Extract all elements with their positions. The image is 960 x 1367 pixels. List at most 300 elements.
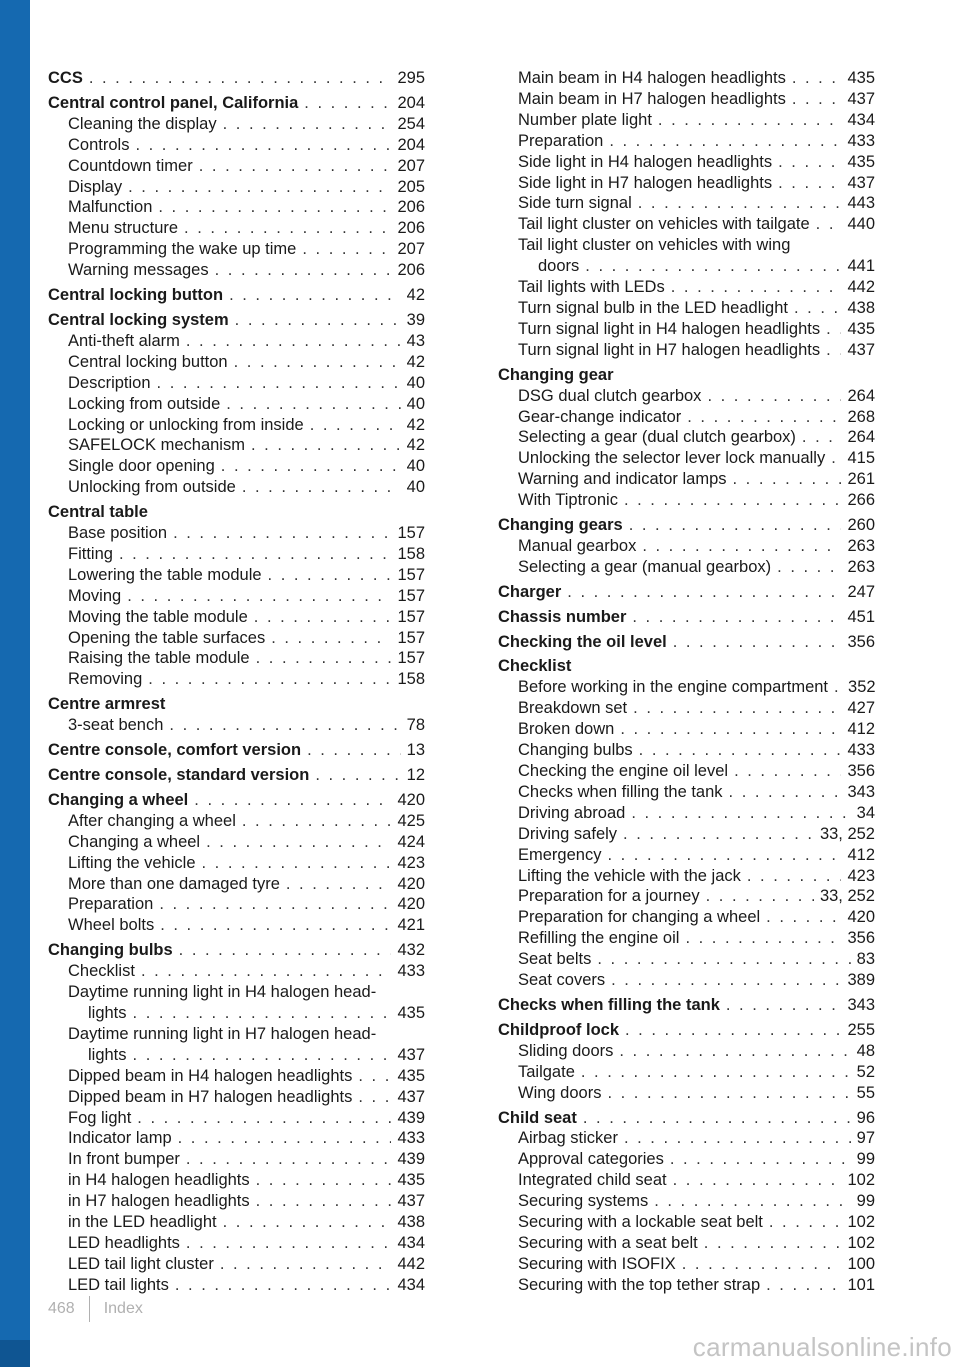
dot-leader [794, 298, 841, 319]
page-reference: 33, 252 [819, 887, 875, 906]
entry-label: in H4 halogen headlights [68, 1171, 250, 1190]
page-reference: 101 [847, 1275, 875, 1294]
index-subentry [498, 782, 875, 803]
entry-label: Lowering the table module [68, 565, 262, 584]
dot-leader [802, 427, 842, 448]
entry-label: DSG dual clutch gearbox [518, 386, 702, 405]
entry-label: Centre armrest [48, 695, 166, 714]
index-heading [48, 790, 425, 811]
index-subentry [498, 173, 875, 194]
dot-leader [242, 477, 401, 498]
dot-leader [235, 310, 401, 331]
dot-leader [620, 719, 841, 740]
dot-leader [607, 845, 841, 866]
page-reference: 441 [847, 257, 875, 276]
index-subentry [48, 1024, 425, 1045]
page-reference: 389 [847, 971, 875, 990]
index-subentry [498, 448, 875, 469]
index-heading [48, 68, 425, 89]
dot-leader [633, 698, 841, 719]
index-subentry [498, 698, 875, 719]
dot-leader [629, 515, 842, 536]
entry-label: LED tail lights [68, 1275, 169, 1294]
dot-leader [304, 93, 391, 114]
index-subentry [48, 1170, 425, 1191]
entry-label: Main beam in H7 halogen headlights [518, 89, 786, 108]
entry-label: LED headlights [68, 1233, 180, 1252]
index-subentry [48, 373, 425, 394]
index-subentry [48, 135, 425, 156]
page-reference: 433 [397, 962, 425, 981]
entry-label: doors [538, 257, 580, 276]
index-subentry [498, 152, 875, 173]
index-subentry [498, 1170, 875, 1191]
index-subentry [48, 197, 425, 218]
dot-leader [128, 177, 391, 198]
page-reference: 343 [847, 995, 875, 1014]
entry-label: Central control panel, California [48, 93, 299, 112]
index-subentry [498, 1128, 875, 1149]
index-subentry [498, 761, 875, 782]
page-reference: 420 [397, 895, 425, 914]
index-subentry [498, 68, 875, 89]
index-subentry [48, 523, 425, 544]
index-subentry [498, 803, 875, 824]
page-reference: 204 [397, 135, 425, 154]
page-reference: 442 [847, 278, 875, 297]
page-reference: 266 [847, 491, 875, 510]
index-subentry [48, 1108, 425, 1129]
page-reference: 158 [397, 544, 425, 563]
dot-leader [707, 386, 841, 407]
page-reference: 96 [856, 1108, 875, 1127]
dot-leader [256, 1191, 392, 1212]
dot-leader [215, 260, 392, 281]
entry-label: lights [88, 1045, 127, 1064]
page-reference: 97 [856, 1129, 875, 1148]
page-reference: 423 [847, 866, 875, 885]
page-reference: 420 [397, 790, 425, 809]
entry-label: Unlocking from outside [68, 478, 236, 497]
entry-label: Malfunction [68, 198, 153, 217]
dot-leader [670, 1149, 851, 1170]
index-heading [498, 607, 875, 628]
dot-leader [624, 490, 842, 511]
index-subentry [498, 1233, 875, 1254]
entry-label: Daytime running light in H4 halogen head- [68, 983, 377, 1002]
index-subentry [48, 352, 425, 373]
dot-leader [687, 407, 841, 428]
page-reference: 99 [856, 1192, 875, 1211]
index-heading [48, 765, 425, 786]
entry-label: Integrated child seat [518, 1171, 667, 1190]
page-reference: 40 [406, 394, 425, 413]
page-reference: 102 [847, 1171, 875, 1190]
dot-leader [682, 1254, 842, 1275]
entry-label: Tailgate [518, 1062, 575, 1081]
index-subentry [498, 970, 875, 991]
dot-leader [157, 373, 401, 394]
index-heading [498, 656, 875, 677]
index-subentry [498, 1062, 875, 1083]
dot-leader [638, 193, 842, 214]
page-reference: 437 [847, 340, 875, 359]
index-subentry [48, 811, 425, 832]
page-reference: 260 [847, 516, 875, 535]
dot-leader [778, 152, 841, 173]
entry-label: Cleaning the display [68, 114, 217, 133]
dot-leader [194, 790, 391, 811]
page-reference: 438 [397, 1213, 425, 1232]
entry-label: Removing [68, 670, 143, 689]
entry-label: Checking the engine oil level [518, 762, 729, 780]
page-reference: 206 [397, 261, 425, 280]
dot-leader [302, 239, 391, 260]
page-reference: 247 [847, 582, 875, 601]
dot-leader [624, 1128, 851, 1149]
page-reference: 157 [397, 628, 425, 647]
page-reference: 39 [406, 310, 425, 329]
entry-label: Tail light cluster on vehicles with wing [518, 236, 791, 255]
dot-leader [135, 135, 391, 156]
index-subentry [48, 586, 425, 607]
index-subentry [498, 824, 875, 845]
dot-leader [826, 319, 841, 340]
entry-label: Central locking button [68, 352, 228, 371]
dot-leader [631, 803, 850, 824]
dot-leader [581, 1062, 851, 1083]
dot-leader [141, 961, 392, 982]
index-subentry [498, 536, 875, 557]
entry-label: Raising the table module [68, 649, 250, 668]
index-heading [48, 694, 425, 715]
index-subentry [48, 1128, 425, 1149]
page-reference: 40 [406, 457, 425, 476]
dot-leader [358, 1066, 391, 1087]
index-subentry [498, 256, 875, 277]
page-reference: 55 [856, 1083, 875, 1102]
dot-leader [625, 1020, 841, 1041]
page-reference: 295 [397, 69, 425, 87]
dot-leader [726, 995, 842, 1016]
dot-leader [567, 582, 841, 603]
entry-label: Wing doors [518, 1083, 602, 1102]
dot-leader [202, 853, 392, 874]
page-reference: 157 [397, 607, 425, 626]
index-subentry [498, 319, 875, 340]
entry-label: Seat belts [518, 950, 592, 969]
dot-leader [834, 677, 842, 698]
page-reference: 99 [856, 1150, 875, 1169]
index-subentry [498, 469, 875, 490]
entry-label: Driving safely [518, 824, 618, 843]
entry-label: Side light in H4 halogen headlights [518, 152, 773, 171]
entry-label: Tail lights with LEDs [518, 278, 665, 297]
index-subentry [498, 193, 875, 214]
entry-label: Sliding doors [518, 1041, 614, 1060]
entry-label: Dipped beam in H7 halogen headlights [68, 1087, 353, 1106]
index-heading [498, 365, 875, 386]
page-reference: 421 [397, 916, 425, 935]
entry-label: Checklist [68, 962, 135, 981]
index-subentry [498, 907, 875, 928]
dot-leader [178, 1128, 392, 1149]
entry-label: Indicator lamp [68, 1129, 172, 1148]
page-reference: 427 [847, 699, 875, 718]
index-subentry [48, 1149, 425, 1170]
dot-leader [778, 173, 841, 194]
index-subentry [498, 1212, 875, 1233]
index-column-right [498, 68, 875, 1296]
page-reference: 443 [847, 194, 875, 213]
entry-label: More than one damaged tyre [68, 874, 280, 893]
page-reference: 206 [397, 198, 425, 217]
index-subentry [498, 340, 875, 361]
index-subentry [48, 1045, 425, 1066]
dot-leader [733, 469, 842, 490]
page-reference: 434 [847, 110, 875, 129]
index-heading [498, 582, 875, 603]
index-subentry [498, 110, 875, 131]
entry-label: Securing with a lockable seat belt [518, 1213, 763, 1232]
page-reference: 435 [397, 1171, 425, 1190]
entry-label: Countdown timer [68, 156, 193, 175]
page-reference: 439 [397, 1150, 425, 1169]
entry-label: Preparation [68, 895, 154, 914]
index-subentry [48, 1233, 425, 1254]
page-reference: 434 [397, 1275, 425, 1294]
index-subentry [48, 260, 425, 281]
index-subentry [498, 928, 875, 949]
dot-leader [597, 949, 850, 970]
dot-leader [658, 110, 842, 131]
entry-label: Changing a wheel [48, 790, 189, 809]
dot-leader [268, 565, 392, 586]
entry-label: Seat covers [518, 971, 606, 990]
entry-label: Airbag sticker [518, 1129, 618, 1148]
page-reference: 438 [847, 298, 875, 317]
entry-label: Emergency [518, 845, 602, 864]
page-footer [48, 1296, 143, 1322]
index-subentry [498, 1041, 875, 1062]
page-reference: 435 [847, 152, 875, 171]
page-reference: 40 [406, 373, 425, 392]
entry-label: Moving [68, 586, 122, 605]
index-subentry [48, 628, 425, 649]
entry-label: Warning and indicator lamps [518, 470, 727, 489]
footer-divider [89, 1296, 90, 1322]
entry-label: Gear-change indicator [518, 407, 682, 426]
index-subentry [48, 715, 425, 736]
entry-label: Preparation [518, 131, 604, 150]
index-subentry [48, 915, 425, 936]
dot-leader [221, 456, 401, 477]
index-subentry [48, 607, 425, 628]
index-subentry [498, 740, 875, 761]
page-reference: 437 [397, 1087, 425, 1106]
side-color-bar-tab [0, 1340, 30, 1367]
entry-label: LED tail light cluster [68, 1254, 214, 1273]
page-reference: 415 [847, 449, 875, 468]
entry-label: Wheel bolts [68, 916, 155, 935]
page-reference: 440 [847, 215, 875, 234]
index-subentry [498, 131, 875, 152]
page-reference: 207 [397, 156, 425, 175]
entry-label: Unlocking the selector lever lock manually [518, 449, 826, 468]
entry-label: Dipped beam in H4 halogen headlights [68, 1066, 353, 1085]
entry-label: lights [88, 1003, 127, 1022]
index-subentry [48, 669, 425, 690]
page-reference: 451 [847, 607, 875, 626]
page-reference: 442 [397, 1254, 425, 1273]
dot-leader [609, 131, 841, 152]
page-reference: 157 [397, 524, 425, 543]
entry-label: Central locking system [48, 310, 229, 329]
dot-leader [158, 197, 391, 218]
entry-label: Changing gear [498, 365, 614, 384]
page-reference: 433 [847, 131, 875, 150]
dot-leader [673, 632, 842, 653]
entry-label: in the LED headlight [68, 1213, 217, 1232]
dot-leader [673, 1170, 842, 1191]
dot-leader [654, 1191, 850, 1212]
page-reference: 423 [397, 853, 425, 872]
dot-leader [583, 1108, 851, 1129]
index-subentry [498, 886, 875, 907]
entry-label: Before working in the engine compartment [518, 678, 829, 697]
page-reference: 42 [406, 352, 425, 371]
entry-label: Checks when filling the tank [518, 782, 723, 801]
index-subentry [498, 407, 875, 428]
index-subentry [498, 1149, 875, 1170]
index-subentry [48, 894, 425, 915]
entry-label: Single door opening [68, 457, 215, 476]
entry-label: Warning messages [68, 261, 209, 280]
side-color-bar [0, 0, 30, 1367]
entry-label: Chassis number [498, 607, 627, 626]
dot-leader [729, 782, 842, 803]
page-reference: 254 [397, 114, 425, 133]
dot-leader [133, 1003, 392, 1024]
dot-leader [206, 832, 391, 853]
page-reference: 40 [406, 478, 425, 497]
dot-leader [119, 544, 392, 565]
entry-label: Centre console, comfort version [48, 741, 302, 760]
index-subentry [498, 235, 875, 256]
dot-leader [585, 256, 841, 277]
entry-label: SAFELOCK mechanism [68, 436, 245, 455]
dot-leader [671, 277, 842, 298]
entry-label: Turn signal bulb in the LED headlight [518, 298, 788, 317]
index-heading [48, 93, 425, 114]
index-subentry [48, 1003, 425, 1024]
index-heading [498, 995, 875, 1016]
dot-leader [229, 285, 401, 306]
entry-label: Lifting the vehicle [68, 853, 196, 872]
index-subentry [48, 1275, 425, 1296]
page-reference: 412 [847, 720, 875, 739]
dot-leader [777, 557, 841, 578]
entry-label: Description [68, 373, 151, 392]
entry-label: Fog light [68, 1108, 132, 1127]
page-reference: 263 [847, 557, 875, 576]
page-reference: 437 [397, 1045, 425, 1064]
index-subentry [48, 177, 425, 198]
dot-leader [766, 1275, 841, 1296]
dot-leader [307, 740, 401, 761]
page-reference: 268 [847, 407, 875, 426]
entry-label: Lifting the vehicle with the jack [518, 866, 741, 885]
dot-leader [234, 352, 401, 373]
entry-label: Securing with a seat belt [518, 1233, 698, 1252]
index-subentry [498, 949, 875, 970]
index-subentry [498, 89, 875, 110]
page-reference: 432 [397, 941, 425, 960]
index-subentry [48, 853, 425, 874]
dot-leader [160, 915, 391, 936]
entry-label: in H7 halogen headlights [68, 1192, 250, 1211]
entry-label: After changing a wheel [68, 811, 236, 830]
page-reference: 43 [406, 331, 425, 350]
page-reference: 435 [847, 69, 875, 87]
index-subentry [48, 456, 425, 477]
index-subentry [498, 386, 875, 407]
index-subentry [48, 874, 425, 895]
dot-leader [127, 586, 391, 607]
entry-label: Anti-theft alarm [68, 331, 180, 350]
page-reference: 439 [397, 1108, 425, 1127]
page-reference: 435 [397, 1003, 425, 1022]
index-subentry [498, 427, 875, 448]
index-subentry [48, 648, 425, 669]
page-reference: 52 [856, 1062, 875, 1081]
dot-leader [186, 1149, 392, 1170]
page-reference: 34 [856, 803, 875, 822]
dot-leader [251, 435, 401, 456]
entry-label: Tail light cluster on vehicles with tailgate [518, 215, 810, 234]
page-reference: 255 [847, 1020, 875, 1039]
dot-leader [242, 811, 392, 832]
page-reference: 435 [397, 1066, 425, 1085]
entry-label: Selecting a gear (manual gearbox) [518, 557, 772, 576]
index-subentry [48, 394, 425, 415]
index-subentry [48, 1254, 425, 1275]
index-subentry [498, 277, 875, 298]
index-subentry [498, 1191, 875, 1212]
dot-leader [706, 886, 814, 907]
entry-label: Changing bulbs [48, 941, 173, 960]
page-reference: 264 [847, 428, 875, 447]
entry-label: Checks when filling the tank [498, 995, 720, 1014]
entry-label: Manual gearbox [518, 536, 637, 555]
page-reference: 412 [847, 845, 875, 864]
entry-label: Fitting [68, 544, 113, 563]
entry-label: Charger [498, 582, 562, 601]
index-subentry [48, 961, 425, 982]
entry-label: Checking the oil level [498, 632, 667, 651]
dot-leader [734, 761, 841, 782]
dot-leader [199, 156, 392, 177]
dot-leader [358, 1087, 391, 1108]
dot-leader [286, 874, 392, 895]
index-subentry [48, 832, 425, 853]
entry-label: Broken down [518, 720, 615, 739]
page-reference: 433 [847, 741, 875, 760]
entry-label: Central locking button [48, 286, 224, 305]
dot-leader [816, 214, 842, 235]
entry-label: Number plate light [518, 110, 652, 129]
dot-leader [831, 448, 841, 469]
